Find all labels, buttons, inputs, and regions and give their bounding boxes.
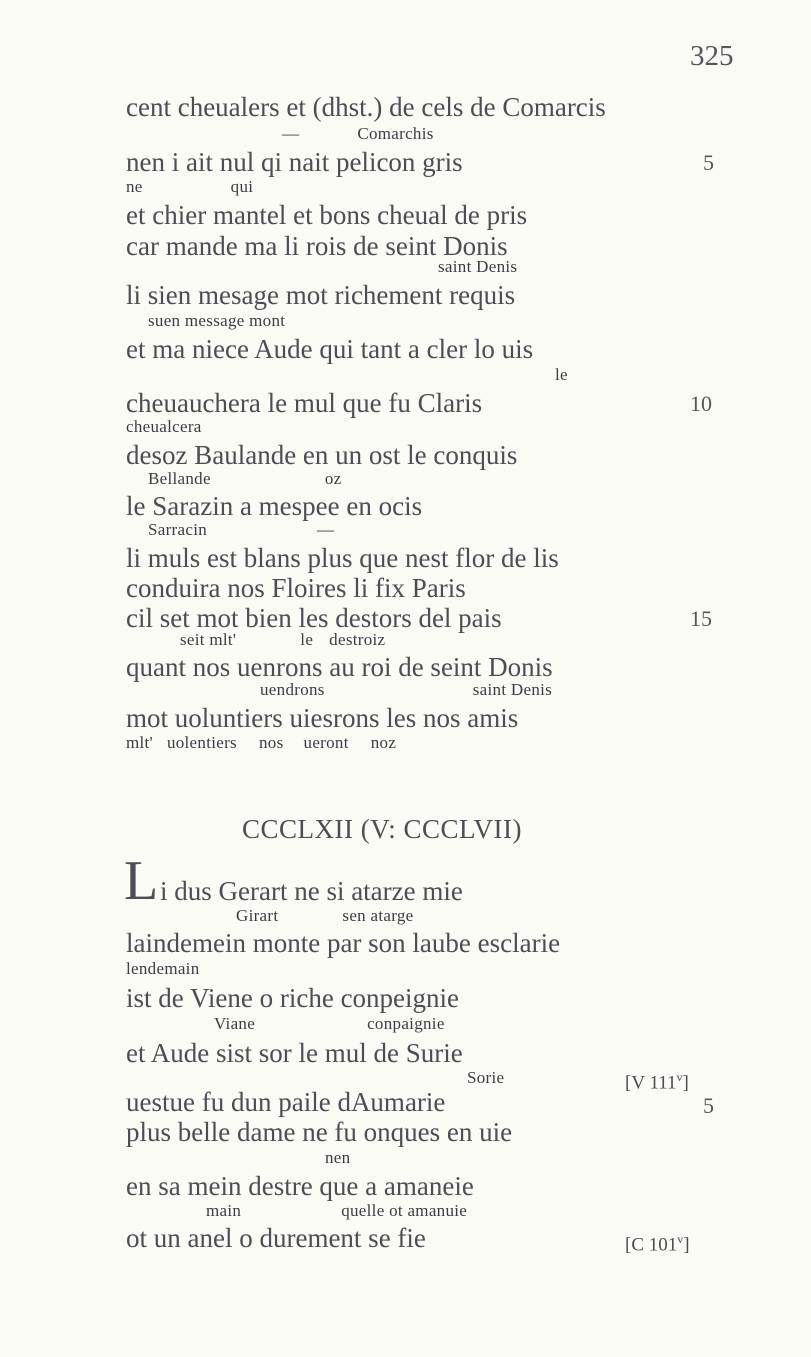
verse-line: laindemein monte par son laube esclarie	[126, 928, 561, 958]
variant-line: suen message mont	[148, 311, 286, 330]
variant-line: uendrons saint Denis	[260, 680, 553, 699]
verse-line: uestue fu dun paile dAumarie	[126, 1087, 446, 1117]
variant-line: main quelle ot amanuie	[206, 1201, 468, 1220]
variant-line: saint Denis	[438, 257, 518, 276]
verse-line: conduira nos Floires li fix Paris	[126, 573, 466, 603]
page-number: 325	[690, 40, 734, 72]
verse-line: cil set mot bien les destors del pais	[126, 603, 502, 633]
variant-line: Sorie	[467, 1068, 505, 1087]
verse-line: cheuauchera le mul que fu Claris	[126, 388, 483, 418]
verse-line: plus belle dame ne fu onques en uie	[126, 1117, 513, 1147]
variant-line: — Comarchis	[282, 124, 434, 143]
variant-line: lendemain	[126, 959, 200, 978]
verse-line: le Sarazin a mespee en ocis	[126, 491, 423, 521]
verse-line: quant nos uenrons au roi de seint Donis	[126, 652, 553, 682]
variant-line: Bellande oz	[148, 469, 342, 488]
variant-line: Girart sen atarge	[236, 906, 414, 925]
verse-line: nen i ait nul qi nait pelicon gris	[126, 147, 463, 177]
verse-line: li muls est blans plus que nest flor de lis	[126, 543, 559, 573]
drop-initial: L	[124, 850, 159, 912]
verse-line: i dus Gerart ne si atarze mie	[160, 876, 463, 906]
verse-line: car mande ma li rois de seint Donis	[126, 231, 508, 261]
variant-line: mlt' uolentiers nos ueront noz	[126, 733, 397, 752]
variant-line: cheualcera	[126, 417, 202, 436]
verse-line: ist de Viene o riche conpeignie	[126, 983, 460, 1013]
verse-line: cent cheualers et (dhst.) de cels de Comarcis	[126, 92, 606, 122]
section-heading: CCCLXII (V: CCCLVII)	[242, 814, 522, 844]
verse-line: desoz Baulande en un ost le conquis	[126, 440, 518, 470]
line-number: 5	[703, 150, 714, 175]
variant-line: le	[555, 365, 568, 384]
line-number: 15	[690, 606, 712, 631]
verse-line: et Aude sist sor le mul de Surie	[126, 1038, 463, 1068]
verse-line: et ma niece Aude qui tant a cler lo uis	[126, 334, 534, 364]
variant-line: seit mlt' le destroiz	[180, 630, 386, 649]
verse-line: li sien mesage mot richement requis	[126, 280, 516, 310]
verse-line: en sa mein destre que a amaneie	[126, 1171, 474, 1201]
manuscript-reference: [V 111$^v$]	[625, 1070, 689, 1094]
variant-line: ne qui	[126, 177, 254, 196]
variant-line: Sarracin —	[148, 520, 335, 539]
line-number: 10	[690, 391, 712, 416]
verse-line: ot un anel o durement se fie	[126, 1223, 426, 1253]
manuscript-reference: [C 101$^v$]	[625, 1232, 690, 1256]
line-number: 5	[703, 1093, 714, 1118]
verse-line: et chier mantel et bons cheual de pris	[126, 200, 528, 230]
variant-line: nen	[325, 1148, 351, 1167]
verse-line: mot uoluntiers uiesrons les nos amis	[126, 703, 519, 733]
variant-line: Viane conpaignie	[214, 1014, 445, 1033]
